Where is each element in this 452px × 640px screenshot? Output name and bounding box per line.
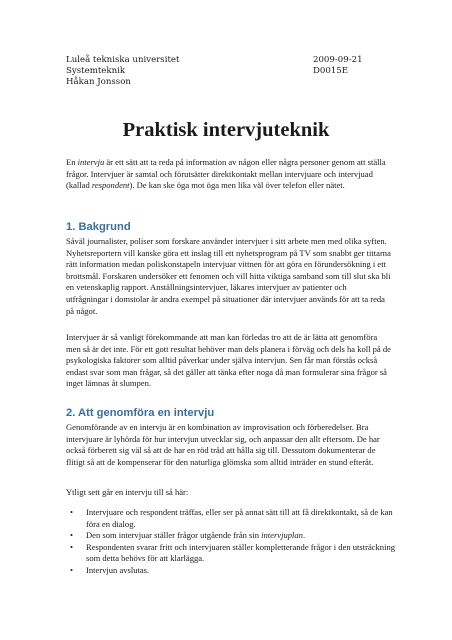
- list-item-text: Den som intervjuar ställer frågor utgående från sin: [86, 530, 262, 541]
- list-item-text: Intervjuare och respondent träffas, eller ser på annat sätt till att få direktkontakt, så de kan föra en dialog.: [86, 507, 393, 529]
- method-paragraph-1: [66, 422, 391, 468]
- page-title: Praktisk intervjuteknik: [122, 119, 330, 141]
- author-name: Håkan Jonsson: [66, 77, 131, 87]
- background-text-2: Intervjuer är så vanligt förekommande att man kan förledas tro att de är lätta att genomföra men så är det inte. För ett gott resultat behöver man dels planera i förväg och dels ha koll på de psykologiska faktorer som alltid påverkar under själva intervjun. Sen får man förstås också endast svar som man frågar, så det gäller att tänka efter noga då man formulerar sina frågor så inget lämnas åt slumpen.: [66, 332, 391, 389]
- background-text-1: Såväl journalister, poliser som forskare använder intervjuer i sitt arbete men med olika syften. Nyhetsreportern vill kanske göra ett inslag till ett nyhetsprogram på TV som snabbt ger tittarna rätt information medan poliskonstapeln intervjuar vittnen för att göra en förundersökning i ett brottsmål. Forskaren undersöker ett fenomen och vill hitta viktiga samband som till slut ska bli en vetenskaplig rapport. Anställningsintervjuer, läkares intervjuer av patienter och utfrågningar i domstolar är andra exempel på situationer där intervjuer används för att ta reda på något.: [66, 236, 391, 316]
- list-item: [66, 530, 396, 542]
- document-date: 2009-09-21: [313, 55, 363, 65]
- bullet-icon: •: [70, 541, 73, 552]
- steps-list: [66, 507, 396, 577]
- intro-text-2: är ett sätt att ta reda på information av någon eller några personer genom att ställa frågor. Intervjuer är samtal och förutsätter direktkontakt mellan intervjuare och intervjuad (kallad: [66, 157, 386, 191]
- list-item-end: .: [302, 530, 306, 541]
- course-code: D0015E: [313, 66, 349, 76]
- method-paragraph-2: [66, 487, 391, 499]
- list-item: [66, 542, 396, 565]
- list-item: [66, 507, 396, 530]
- intro-emphasis-intervju: intervju: [77, 157, 105, 167]
- background-paragraph-2: [66, 332, 391, 390]
- section-heading-bakgrund: 1. Bakgrund: [66, 221, 131, 233]
- list-item-emphasis: intervjuplan: [261, 530, 303, 541]
- intro-emphasis-respondent: respondent: [91, 180, 130, 191]
- list-item-text: Respondenten svarar fritt och intervjuaren ställer kompletterande frågor i den utsträckning som detta behövs för att klarlägga.: [86, 541, 396, 564]
- background-paragraph-1: [66, 236, 391, 317]
- department-name: Systemteknik: [66, 66, 126, 76]
- header-right: [313, 55, 363, 77]
- method-text-1: Genomförande av en intervju är en kombination av improvisation och förberedelser. Bra intervjuare är lyhörda för hur intervjun utvecklar sig, och anpassar den allt eftersom. De har också förberett sig väl så att de har en röd tråd att hålla sig till. Dessutom dokumenterar de flitigt så att de kompenserar för den naturliga glömska som alltid inträder en stund efteråt.: [66, 422, 380, 467]
- university-name: Luleå tekniska universitet: [66, 55, 180, 65]
- list-item: [66, 565, 396, 577]
- bullet-icon: •: [70, 564, 73, 575]
- intro-text-3: ). De kan ske öga mot öga men lika väl över telefon eller nätet.: [129, 180, 345, 191]
- method-text-2: Ytligt sett går en intervju till så här:: [66, 487, 189, 497]
- list-item-text: Intervjun avslutas.: [86, 564, 150, 575]
- section-heading-genomfora: 2. Att genomföra en intervju: [66, 407, 215, 419]
- header-left: [66, 55, 179, 88]
- bullet-icon: •: [70, 507, 73, 517]
- bullet-icon: •: [70, 530, 73, 541]
- intro-paragraph: [66, 157, 391, 192]
- intro-text-1: En: [66, 157, 78, 167]
